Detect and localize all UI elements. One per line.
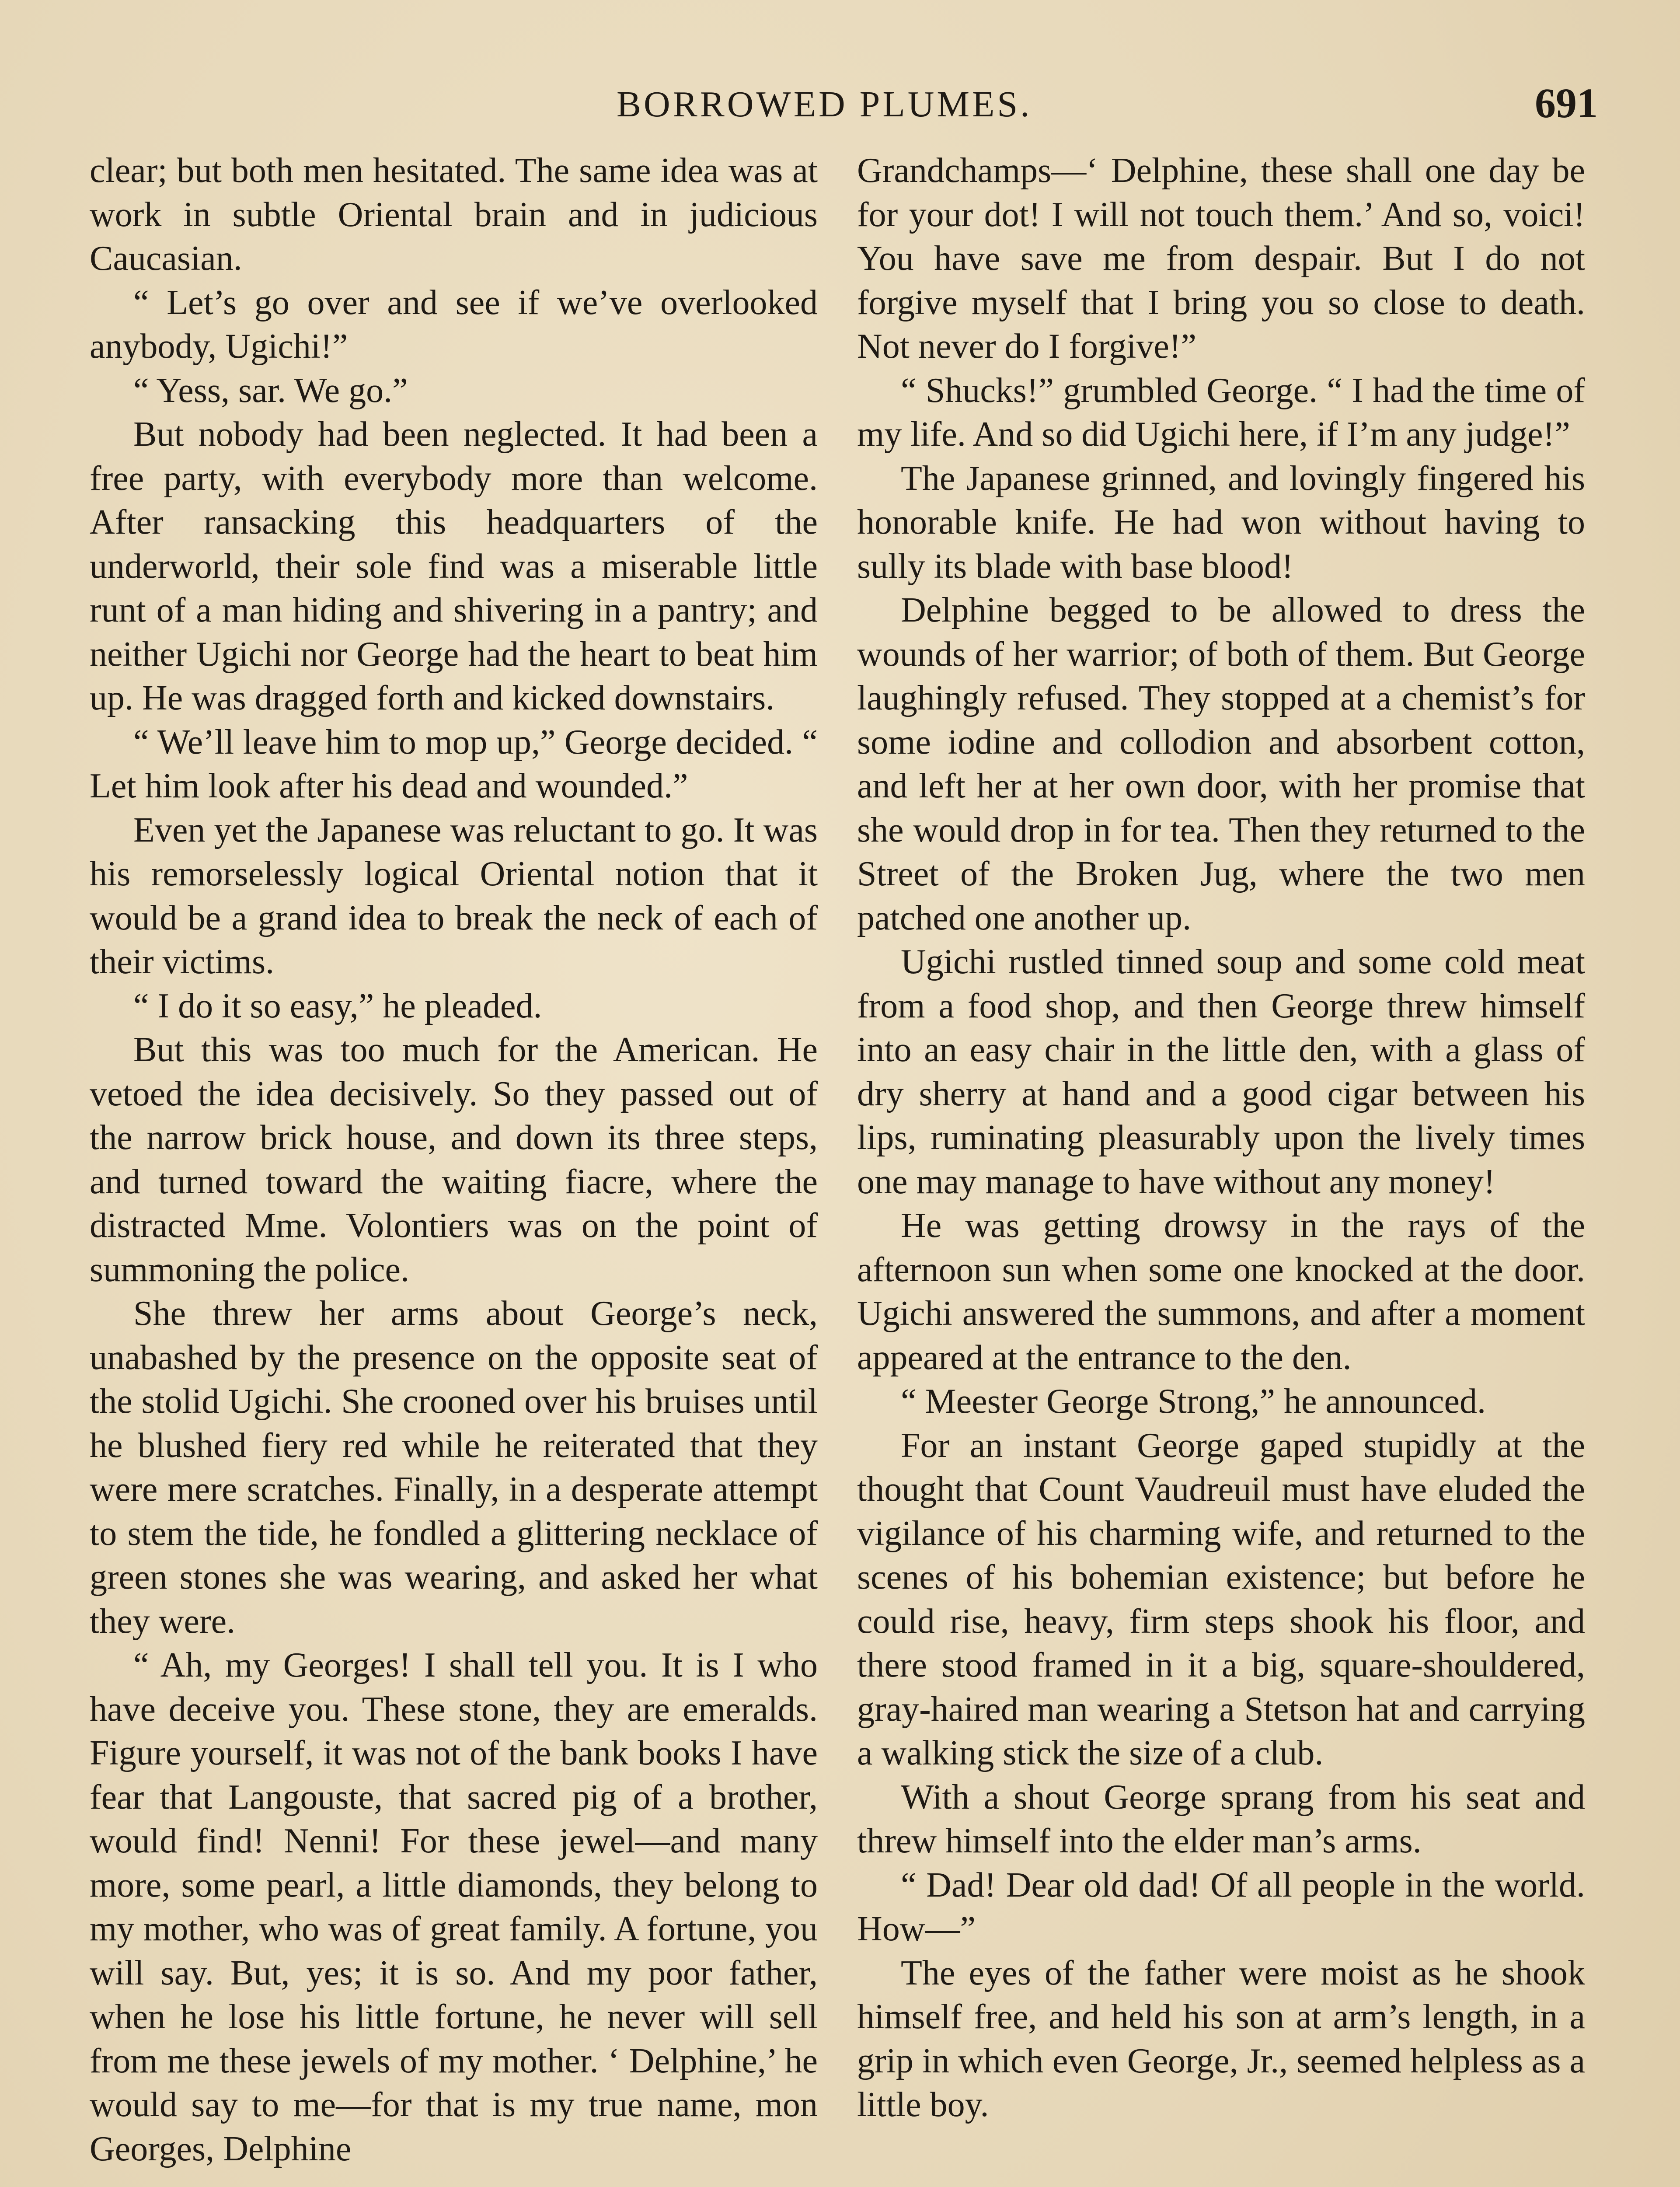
paragraph: For an instant George gaped stupidly at the thought that Count Vaudreuil must have eluded the vigilance of his charming wife, and returned to the scenes of his bohemian existence; but before he could rise, heavy, firm steps shook his floor, and there stood framed in it a big, square-shouldered, gray-haired man wearing a Stetson hat and carrying a walking stick the size of a club. (857, 1426, 1585, 1772)
paragraph: “ Dad! Dear old dad! Of all people in the world. How—” (857, 1866, 1585, 1948)
left-column (90, 149, 818, 2171)
paragraph: “ I do it so easy,” he pleaded. (133, 986, 542, 1025)
paragraph: With a shout George sprang from his seat and threw himself into the elder man’s arms. (857, 1778, 1585, 1860)
paragraph: “ Yess, sar. We go.” (133, 371, 408, 410)
paragraph: Ugichi rustled tinned soup and some cold meat from a food shop, and then George threw himself into an easy chair in the little den, with a glass of dry sherry at hand and a good cigar between his lips, ruminating pleasurably upon the lively times one may manage to have without any money! (857, 943, 1585, 1201)
paragraph: Delphine begged to be allowed to dress the wounds of her warrior; of both of them. But George laughingly refused. They stopped at a chemist’s for some iodine and collodion and absorbent cotton, and left her at her own door, with her promise that she would drop in for tea. Then they returned to the Street of the Broken Jug, where the two men patched one another up. (857, 591, 1585, 937)
paragraph: She threw her arms about George’s neck, unabashed by the presence on the opposite seat of the stolid Ugichi. She crooned over his bruises until he blushed fiery red while he reiterated that they were mere scratches. Finally, in a desperate attempt to stem the tide, he fondled a glittering necklace of green stones she was wearing, and asked her what they were. (90, 1294, 818, 1641)
paragraph: “ We’ll leave him to mop up,” George decided. “ Let him look after his dead and wounded.” (90, 723, 818, 805)
paragraph: “ Ah, my Georges! I shall tell you. It is I who have deceive you. These stone, they are emeralds. Figure yourself, it was not of the bank books I have fear that Langouste, that sacred pig of a brother, would find! Nenni! For these jewel—and many more, some pearl, a little diamonds, they belong to my mother, who was of great family. A fortune, you will say. But, yes; it is so. And my poor father, when he lose his little fortune, he never will sell from me these jewels of my mother. ‘ Delphine,’ he would say to me—for that is my true name, mon Georges, Delphine (90, 1646, 818, 2168)
paragraph: “ Shucks!” grumbled George. “ I had the time of my life. And so did Ugichi here, if I’m any judge!” (857, 371, 1585, 454)
page-header (0, 66, 1680, 127)
paragraph: Grandchamps—‘ Delphine, these shall one day be for your dot! I will not touch them.’ And so, voici! You have save me from despair. But I do not forgive myself that I bring you so close to death. Not never do I forgive!” (857, 151, 1585, 366)
right-column (857, 149, 1585, 2127)
paragraph: He was getting drowsy in the rays of the afternoon sun when some one knocked at the door. Ugichi answered the summons, and after a moment appeared at the entrance to the den. (857, 1206, 1585, 1377)
page-number: 691 (1535, 80, 1598, 126)
paragraph: The Japanese grinned, and lovingly fingered his honorable knife. He had won without having to sully its blade with base blood! (857, 459, 1585, 586)
paragraph: The eyes of the father were moist as he shook himself free, and held his son at arm’s length, in a grip in which even George, Jr., seemed helpless as a little boy. (857, 1953, 1585, 2124)
paragraph: “ Let’s go over and see if we’ve overlooked anybody, Ugichi!” (90, 283, 818, 366)
paragraph: “ Meester George Strong,” he announced. (901, 1382, 1486, 1421)
running-title: BORROWED PLUMES. (617, 84, 1032, 125)
paragraph: But this was too much for the American. He vetoed the idea decisively. So they passed out of the narrow brick house, and down its three steps, and turned toward the waiting fiacre, where the distracted Mme. Volontiers was on the point of summoning the police. (90, 1031, 818, 1289)
paragraph: Even yet the Japanese was reluctant to go. It was his remorselessly logical Oriental notion that it would be a grand idea to break the neck of each of their victims. (90, 811, 818, 981)
paragraph: But nobody had been neglected. It had been a free party, with everybody more than welcome. After ransacking this headquarters of the underworld, their sole find was a miserable little runt of a man hiding and shivering in a pantry; and neither Ugichi nor George had the heart to beat him up. He was dragged forth and kicked downstairs. (90, 415, 818, 717)
paragraph: clear; but both men hesitated. The same idea was at work in subtle Oriental brain and in judicious Caucasian. (90, 151, 818, 278)
